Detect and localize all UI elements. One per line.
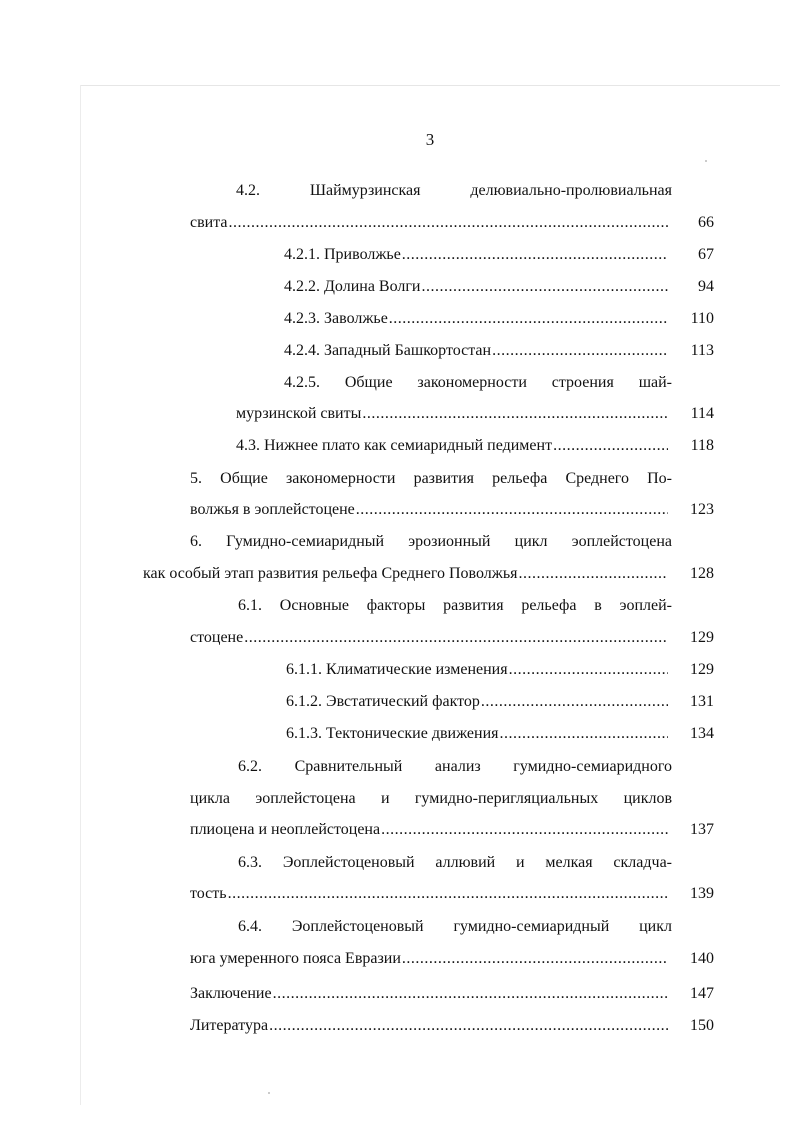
- toc-4-2-line-2: свита: [190, 214, 228, 231]
- toc-6-1-line-1: 6.1. Основные факторы развития рельефа в эоплей-: [238, 597, 672, 614]
- toc-entry-6-1-1[interactable]: [286, 659, 714, 681]
- toc-entry-title: 6.1.3. Тектонические движения: [286, 725, 499, 742]
- toc-4-2-5-line-1: 4.2.5. Общие закономерности строения шай-: [284, 374, 672, 391]
- toc-page-number: 110: [690, 310, 714, 327]
- leader-dots: [381, 819, 668, 841]
- toc-page-number: 147: [690, 985, 714, 1002]
- toc-entry-6-4[interactable]: [190, 948, 714, 970]
- toc-6-line-2: как особый этап развития рельефа Среднего Поволжья: [143, 565, 518, 582]
- toc-page-number: 139: [690, 885, 714, 902]
- toc-entry-6-2[interactable]: [190, 819, 714, 841]
- leader-dots: [228, 883, 668, 905]
- toc-6-2-line-1: 6.2. Сравнительный анализ гумидно-семиаридного: [238, 758, 672, 775]
- toc-entry-4-2-3[interactable]: [284, 308, 714, 330]
- toc-6-2-line-2: цикла эоплейстоцена и гумидно-перигляциальных циклов: [190, 790, 672, 807]
- toc-4-2-5-line-2: мурзинской свиты: [236, 405, 362, 422]
- toc-entry-title: Литература: [190, 1017, 269, 1034]
- toc-page-number: 140: [690, 950, 714, 967]
- leader-dots: [362, 403, 668, 425]
- toc-page-number: 94: [698, 278, 714, 295]
- toc-page-number: 67: [698, 246, 714, 263]
- leader-dots: [509, 659, 668, 681]
- leader-dots: [389, 308, 668, 330]
- toc-entry-6-1[interactable]: [190, 627, 714, 649]
- toc-entry-title: 4.2.1. Приволжье: [284, 246, 401, 263]
- toc-5-line-2: волжья в эоплейстоцене: [190, 501, 355, 518]
- toc-6-3-line-2: тость: [190, 885, 227, 902]
- toc-page-number: 113: [690, 342, 714, 359]
- scan-speck: [705, 160, 707, 162]
- leader-dots: [518, 563, 668, 585]
- toc-6-2-line-3: плиоцена и неоплейстоцена: [190, 821, 381, 838]
- toc-6-4-line-1: 6.4. Эоплейстоценовый гумидно-семиаридный цикл: [238, 918, 672, 935]
- page-number: 3: [425, 130, 435, 149]
- toc-entry-title: 4.2.3. Заволжье: [284, 310, 388, 327]
- leader-dots: [492, 340, 668, 362]
- leader-dots: [244, 627, 668, 649]
- leader-dots: [402, 948, 668, 970]
- toc-6-1-line-2: стоцене: [190, 629, 244, 646]
- leader-dots: [553, 435, 668, 457]
- toc-page-number: 123: [690, 501, 714, 518]
- toc-entry-title: 4.2.4. Западный Башкортостан: [284, 342, 492, 359]
- scan-edge-left: [80, 85, 81, 1105]
- toc-entry-literature[interactable]: [190, 1015, 714, 1037]
- toc-5-line-1: 5. Общие закономерности развития рельефа Среднего По-: [190, 470, 672, 487]
- leader-dots: [421, 276, 668, 298]
- toc-4-2-line-1: 4.2. Шаймурзинская делювиально-пролювиальная: [236, 182, 672, 199]
- toc-entry-title: Заключение: [190, 985, 272, 1002]
- toc-6-4-line-2: юга умеренного пояса Евразии: [190, 950, 401, 967]
- toc-page-number: 134: [690, 725, 714, 742]
- toc-entry-4-2[interactable]: [190, 212, 714, 234]
- toc-entry-6-1-3[interactable]: [286, 723, 714, 745]
- toc-entry-title: 6.1.1. Климатические изменения: [286, 661, 508, 678]
- toc-entry-4-2-5[interactable]: [236, 403, 714, 425]
- toc-entry-title: 4.3. Нижнее плато как семиаридный педимент: [236, 437, 553, 454]
- toc-6-line-1: 6. Гумидно-семиаридный эрозионный цикл эоплейстоцена: [190, 533, 672, 550]
- leader-dots: [500, 723, 668, 745]
- toc-entry-4-2-1[interactable]: [284, 244, 714, 266]
- toc-entry-title: 4.2.2. Долина Волги: [284, 278, 421, 295]
- toc-entry-6-3[interactable]: [190, 883, 714, 905]
- toc-page-number: 129: [690, 629, 714, 646]
- leader-dots: [269, 1015, 668, 1037]
- toc-entry-5[interactable]: [190, 499, 714, 521]
- toc-entry-conclusion[interactable]: [190, 983, 714, 1005]
- leader-dots: [356, 499, 668, 521]
- toc-page-number: 131: [690, 693, 714, 710]
- leader-dots: [402, 244, 668, 266]
- toc-page-number: 66: [698, 214, 714, 231]
- toc-entry-4-3[interactable]: [236, 435, 714, 457]
- toc-entry-4-2-2[interactable]: [284, 276, 714, 298]
- scan-edge-top: [80, 85, 780, 86]
- scan-speck: [268, 1092, 270, 1094]
- toc-page-number: 137: [690, 821, 714, 838]
- toc-entry-title: 6.1.2. Эвстатический фактор: [286, 693, 480, 710]
- toc-6-3-line-1: 6.3. Эоплейстоценовый аллювий и мелкая складча-: [238, 854, 672, 871]
- toc-page-number: 129: [690, 661, 714, 678]
- leader-dots: [481, 691, 668, 713]
- toc-entry-6[interactable]: [143, 563, 714, 585]
- toc-page-number: 128: [690, 565, 714, 582]
- toc-page-number: 118: [690, 437, 714, 454]
- toc-entry-6-1-2[interactable]: [286, 691, 714, 713]
- leader-dots: [273, 983, 668, 1005]
- toc-page-number: 114: [690, 405, 714, 422]
- toc-page-number: 150: [690, 1017, 714, 1034]
- leader-dots: [229, 212, 668, 234]
- toc-entry-4-2-4[interactable]: [284, 340, 714, 362]
